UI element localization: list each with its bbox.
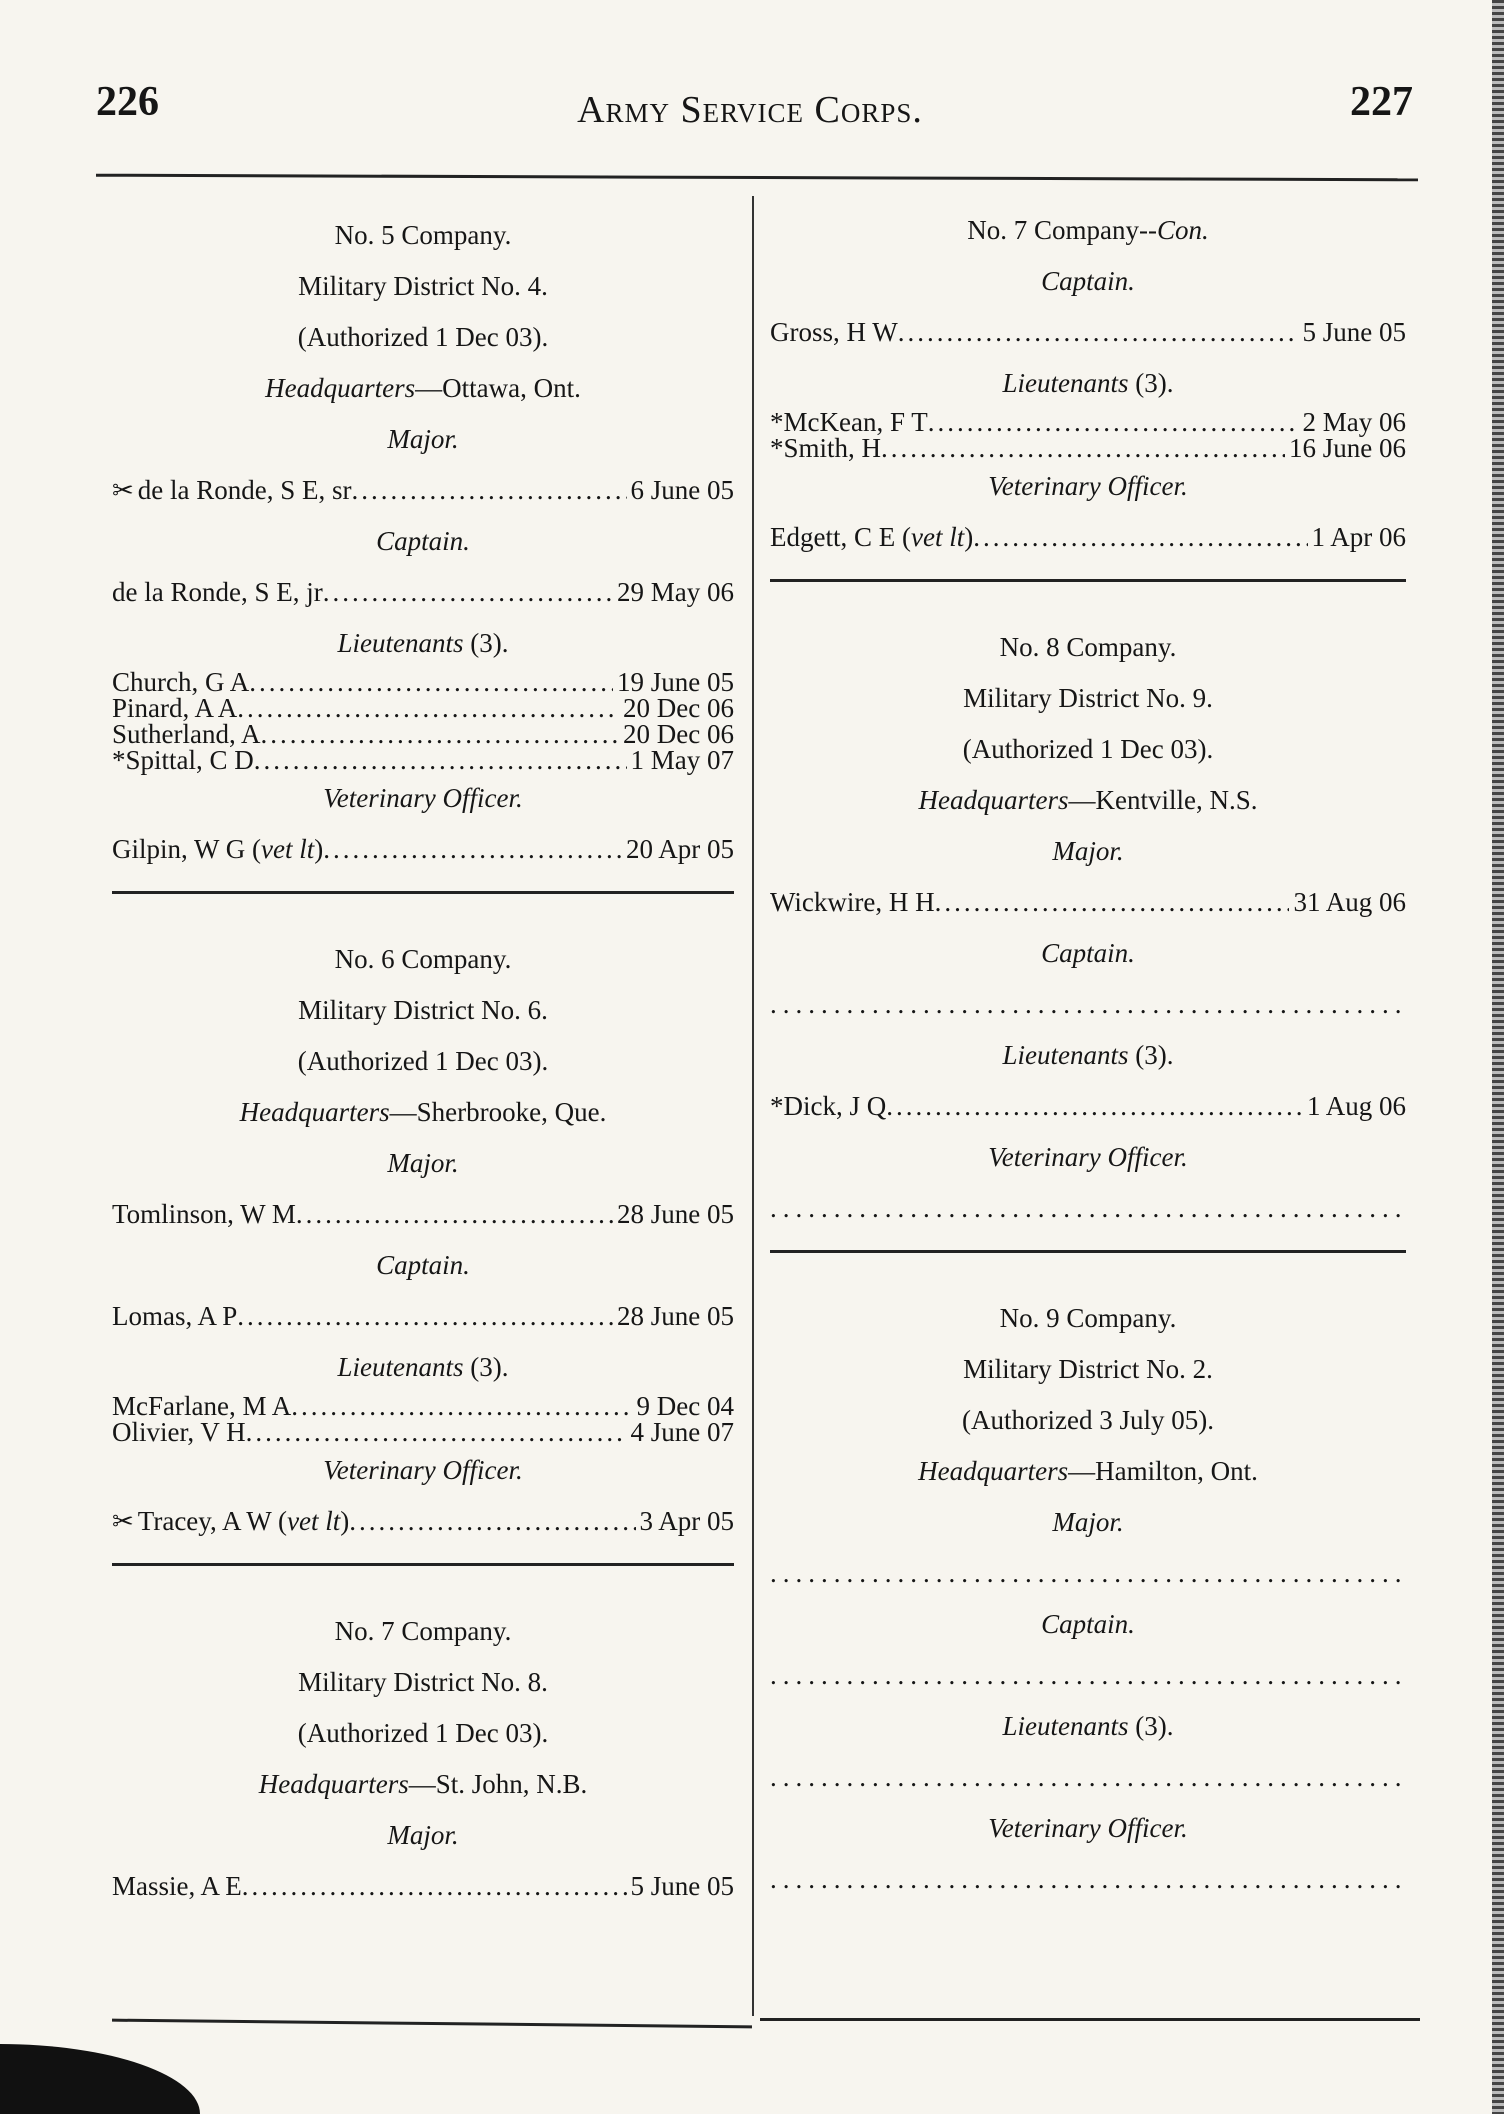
- appointment-date: 3 Apr 05: [639, 1506, 734, 1536]
- officer-name: Church, G A: [112, 667, 250, 697]
- officer-name-part: ): [340, 1506, 350, 1536]
- leader-dots: [886, 1081, 1303, 1132]
- officer-entry: [112, 1861, 734, 1912]
- officer-name: Lomas, A P: [112, 1301, 238, 1331]
- leader-dots: [898, 307, 1299, 358]
- headquarters-label: Headquarters: [918, 1456, 1069, 1486]
- leader-dots: [352, 465, 627, 516]
- company-5-section: [112, 210, 734, 894]
- headquarters-place: —Hamilton, Ont.: [1068, 1456, 1258, 1486]
- vacant-position-dots: [770, 1650, 1406, 1701]
- leader-dots: [291, 1393, 632, 1419]
- officer-entry: [112, 1291, 734, 1342]
- vacant-position-dots: [770, 1752, 1406, 1803]
- rank-heading-lieutenants: [770, 358, 1406, 409]
- appointment-date: 16 June 06: [1289, 433, 1406, 463]
- officer-name: *Spittal, C D: [112, 745, 254, 775]
- headquarters: [112, 1087, 734, 1138]
- company-title: No. 8 Company.: [999, 632, 1177, 662]
- appointment-date: 4 June 07: [630, 1417, 734, 1447]
- section-divider: [112, 891, 734, 894]
- officer-entry: [112, 465, 734, 516]
- officer-entry: [112, 721, 734, 747]
- section-divider: [112, 1563, 734, 1566]
- appointment-date: 20 Dec 06: [623, 719, 734, 749]
- officer-name: Tomlinson, W M: [112, 1199, 296, 1229]
- continued-marker: Con.: [1156, 215, 1209, 245]
- headquarters: [112, 363, 734, 414]
- lieutenants-count: (3).: [1135, 1040, 1174, 1070]
- headquarters-place: —Ottawa, Ont.: [415, 373, 581, 403]
- officer-name: Massie, A E: [112, 1871, 242, 1901]
- leader-dots: [246, 1419, 627, 1445]
- company-8-section: [770, 622, 1406, 1253]
- company-7-continued-section: [770, 205, 1406, 582]
- headquarters-place: —Sherbrooke, Que.: [389, 1097, 607, 1127]
- headquarters-label: Headquarters: [239, 1097, 390, 1127]
- section-divider: [770, 579, 1406, 582]
- officer-name: Sutherland, A: [112, 719, 261, 749]
- leader-dots: [323, 567, 613, 618]
- company-title: No. 5 Company.: [334, 220, 512, 250]
- officer-name: *McKean, F T: [770, 407, 928, 437]
- officer-name-part: Edgett, C E (: [770, 522, 911, 552]
- lieutenants-label: Lieutenants: [1002, 1040, 1129, 1070]
- rank-heading-lieutenants: [112, 618, 734, 669]
- rank-heading-veterinary: Veterinary Officer.: [323, 1455, 523, 1485]
- leader-dots: [928, 409, 1299, 435]
- company-title-text: No. 7 Company--: [967, 215, 1157, 245]
- lieutenants-count: (3).: [1135, 1711, 1174, 1741]
- rank-heading-lieutenants: [112, 1342, 734, 1393]
- officer-name: Olivier, V H: [112, 1417, 246, 1447]
- leader-dots: [323, 824, 622, 875]
- rank-heading-veterinary: Veterinary Officer.: [988, 471, 1188, 501]
- rank-heading-captain: Captain.: [1041, 266, 1135, 296]
- company-9-section: [770, 1293, 1406, 1905]
- district: Military District No. 8.: [298, 1667, 548, 1697]
- rank-heading-major: Major.: [387, 424, 459, 454]
- appointment-date: 2 May 06: [1302, 407, 1406, 437]
- appointment-date: 6 June 05: [630, 475, 734, 505]
- district: Military District No. 9.: [963, 683, 1213, 713]
- appointment-date: 28 June 05: [617, 1199, 734, 1229]
- authorized-date: (Authorized 1 Dec 03).: [297, 1046, 549, 1076]
- page-number-left: 226: [96, 79, 159, 125]
- officer-name: *Smith, H: [770, 433, 882, 463]
- appointment-date: 5 June 05: [630, 1871, 734, 1901]
- officer-entry: [112, 1189, 734, 1240]
- scissors-icon: ✂: [112, 476, 134, 505]
- vacant-position-dots: [770, 1548, 1406, 1599]
- page-number-right: 227: [1350, 79, 1413, 125]
- officer-name: [138, 1496, 350, 1547]
- rank-heading-lieutenants: [770, 1030, 1406, 1081]
- officer-entry: [112, 1419, 734, 1445]
- header-rule: [96, 174, 1418, 182]
- lieutenants-label: Lieutenants: [337, 628, 464, 658]
- officer-entry: [112, 669, 734, 695]
- headquarters: [770, 775, 1406, 826]
- officer-name: Pinard, A A: [112, 693, 238, 723]
- leader-dots: [296, 1189, 613, 1240]
- section-divider: [770, 1250, 1406, 1253]
- appointment-date: 1 Apr 06: [1311, 522, 1406, 552]
- vacant-position-dots: [770, 1854, 1406, 1905]
- headquarters-place: —St. John, N.B.: [408, 1769, 588, 1799]
- rank-heading-veterinary: Veterinary Officer.: [988, 1142, 1188, 1172]
- page-title: Army Service Corps.: [577, 89, 923, 131]
- vacant-position-dots: [770, 979, 1406, 1030]
- leader-dots: [254, 747, 627, 773]
- officer-entry: [112, 567, 734, 618]
- company-7-section: [112, 1606, 734, 1912]
- vacant-position-dots: [770, 1183, 1406, 1234]
- leader-dots: [935, 877, 1290, 928]
- rank-heading-lieutenants: [770, 1701, 1406, 1752]
- headquarters-label: Headquarters: [918, 785, 1069, 815]
- book-binding-edge: [1492, 0, 1504, 2114]
- officer-name: [770, 512, 973, 563]
- headquarters: [770, 1446, 1406, 1497]
- officer-name: McFarlane, M A: [112, 1391, 292, 1421]
- rank-heading-veterinary: Veterinary Officer.: [988, 1813, 1188, 1843]
- leader-dots: [249, 669, 613, 695]
- officer-entry: [112, 824, 734, 875]
- officer-name: Gross, H W: [770, 317, 898, 347]
- company-6-section: [112, 934, 734, 1566]
- authorized-date: (Authorized 1 Dec 03).: [962, 734, 1214, 764]
- officer-entry: [112, 695, 734, 721]
- footer-rule-right: [760, 2018, 1420, 2021]
- appointment-date: 9 Dec 04: [636, 1391, 734, 1421]
- rank-heading-captain: Captain.: [376, 1250, 470, 1280]
- appointment-date: 29 May 06: [617, 577, 734, 607]
- district: Military District No. 2.: [963, 1354, 1213, 1384]
- officer-name: [112, 824, 323, 875]
- officer-name-part: ): [964, 522, 974, 552]
- headquarters-place: —Kentville, N.S.: [1068, 785, 1258, 815]
- lieutenants-count: (3).: [470, 1352, 509, 1382]
- rank-heading-major: Major.: [387, 1820, 459, 1850]
- appointment-date: 28 June 05: [617, 1301, 734, 1331]
- officer-entry: [770, 409, 1406, 435]
- leader-dots: [242, 1861, 627, 1912]
- officer-name: Wickwire, H H: [770, 887, 935, 917]
- leader-dots: [237, 695, 619, 721]
- authorized-date: (Authorized 1 Dec 03).: [297, 322, 549, 352]
- leader-dots: [261, 721, 620, 747]
- vet-rank-abbrev: vet lt: [910, 522, 965, 552]
- appointment-date: 19 June 05: [617, 667, 734, 697]
- lieutenants-label: Lieutenants: [337, 1352, 464, 1382]
- officer-entry: [112, 1393, 734, 1419]
- appointment-date: 1 May 07: [630, 745, 734, 775]
- officer-name: *Dick, J Q: [770, 1091, 887, 1121]
- vet-rank-abbrev: vet lt: [261, 834, 315, 864]
- officer-entry: [112, 1496, 734, 1547]
- left-column: [112, 210, 734, 1912]
- appointment-date: 1 Aug 06: [1306, 1091, 1406, 1121]
- appointment-date: 31 Aug 06: [1293, 887, 1406, 917]
- rank-heading-major: Major.: [387, 1148, 459, 1178]
- rank-heading-captain: Captain.: [376, 526, 470, 556]
- headquarters: [112, 1759, 734, 1810]
- lieutenants-label: Lieutenants: [1002, 1711, 1129, 1741]
- officer-name: de la Ronde, S E, sr: [137, 475, 352, 505]
- leader-dots: [973, 512, 1307, 563]
- authorized-date: (Authorized 1 Dec 03).: [297, 1718, 549, 1748]
- district: Military District No. 6.: [298, 995, 548, 1025]
- company-title: [770, 205, 1406, 256]
- headquarters-label: Headquarters: [258, 1769, 409, 1799]
- lieutenants-label: Lieutenants: [1002, 368, 1129, 398]
- rank-heading-veterinary: Veterinary Officer.: [323, 783, 523, 813]
- company-title: No. 9 Company.: [999, 1303, 1177, 1333]
- vet-rank-abbrev: vet lt: [287, 1506, 341, 1536]
- rank-heading-captain: Captain.: [1041, 938, 1135, 968]
- officer-name-part: Gilpin, W G (: [112, 834, 262, 864]
- appointment-date: 5 June 05: [1302, 317, 1406, 347]
- officer-entry: [770, 435, 1406, 461]
- footer-rule-left: [112, 2019, 752, 2029]
- officer-entry: [770, 877, 1406, 928]
- column-divider: [752, 196, 754, 2016]
- appointment-date: 20 Dec 06: [623, 693, 734, 723]
- lieutenants-count: (3).: [470, 628, 509, 658]
- rank-heading-captain: Captain.: [1041, 1609, 1135, 1639]
- leader-dots: [349, 1496, 635, 1547]
- headquarters-label: Headquarters: [265, 373, 416, 403]
- district: Military District No. 4.: [298, 271, 548, 301]
- officer-name-part: Tracey, A W (: [137, 1506, 288, 1536]
- officer-entry: [770, 512, 1406, 563]
- company-title: No. 7 Company.: [334, 1616, 512, 1646]
- lieutenants-count: (3).: [1135, 368, 1174, 398]
- rank-heading-major: Major.: [1052, 836, 1124, 866]
- leader-dots: [237, 1291, 613, 1342]
- leader-dots: [881, 435, 1285, 461]
- company-title: No. 6 Company.: [334, 944, 512, 974]
- officer-entry: [770, 1081, 1406, 1132]
- rank-heading-major: Major.: [1052, 1507, 1124, 1537]
- officer-name-part: ): [314, 834, 324, 864]
- right-column: [770, 205, 1406, 1905]
- scissors-icon: ✂: [112, 1507, 134, 1536]
- officer-entry: [770, 307, 1406, 358]
- authorized-date: (Authorized 3 July 05).: [962, 1405, 1214, 1435]
- appointment-date: 20 Apr 05: [626, 834, 734, 864]
- officer-entry: [112, 747, 734, 773]
- scan-shadow-corner: [0, 2044, 200, 2114]
- officer-name: de la Ronde, S E, jr: [112, 577, 323, 607]
